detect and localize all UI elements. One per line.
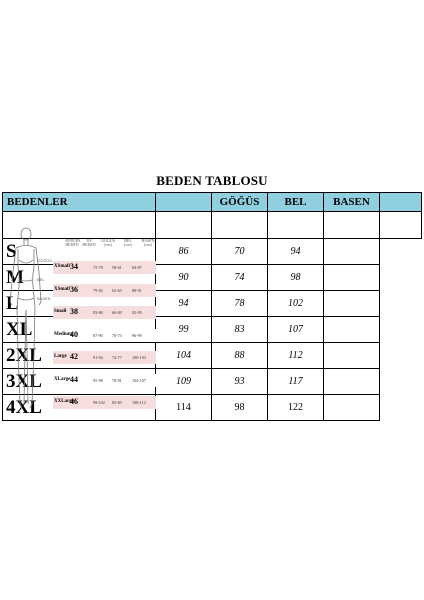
image-size-row [51, 305, 156, 320]
image-gogus: 95-98 [93, 377, 103, 383]
size-table [2, 192, 422, 421]
size-chart [2, 192, 421, 428]
image-size-label: XSmall [54, 286, 70, 292]
image-size-label: Small [54, 309, 67, 314]
gogus-value: 104 [156, 343, 212, 369]
image-basen: 108-112 [132, 400, 146, 405]
image-size-row [51, 283, 156, 298]
blank-cell [156, 212, 212, 239]
image-bel: 74-77 [112, 355, 122, 360]
image-size-number: 44 [70, 374, 78, 384]
blank-cell [268, 212, 324, 239]
size-label: S [3, 239, 156, 265]
bel-value: 74 [212, 265, 268, 291]
image-size-number: 36 [70, 284, 78, 294]
image-header: BASEN (cm) [141, 238, 155, 248]
basen-value: 112 [268, 343, 324, 369]
size-label: M [3, 265, 156, 291]
image-bel: 70-73 [112, 332, 122, 338]
image-size-row [51, 350, 156, 365]
blank-cell [380, 212, 422, 239]
bel-value: 93 [212, 369, 268, 395]
header-bel: BEL [268, 193, 324, 212]
image-header: US BEDEN [82, 238, 96, 248]
svg-text:BASEN: BASEN [37, 296, 51, 301]
bel-value: 88 [212, 343, 268, 369]
bel-value: 78 [212, 291, 268, 317]
image-bel: 62-65 [112, 287, 122, 293]
basen-value: 98 [268, 265, 324, 291]
header-blank [156, 193, 212, 212]
image-gogus: 75-78 [93, 265, 103, 270]
image-gogus: 79-82 [93, 287, 103, 293]
gogus-value: 90 [156, 265, 212, 291]
bel-value: 83 [212, 317, 268, 343]
extra-cell [324, 239, 380, 265]
image-size-number: 46 [70, 397, 78, 406]
image-size-number: 40 [70, 329, 78, 339]
bel-value: 70 [212, 239, 268, 265]
image-bel: 66-69 [112, 310, 122, 315]
page-title: BEDEN TABLOSU [156, 173, 268, 188]
image-basen: 88-91 [132, 287, 142, 293]
header-bedenler: BEDENLER [3, 193, 156, 212]
image-basen: 100-103 [132, 355, 146, 360]
basen-value: 122 [268, 395, 324, 421]
image-bel: 78-81 [112, 377, 122, 383]
image-size-label: XSmall [54, 264, 70, 269]
size-label: L [3, 291, 156, 317]
bel-value: 98 [212, 395, 268, 421]
image-size-row [51, 373, 156, 388]
image-size-label: XXLarge [54, 399, 74, 404]
basen-value: 94 [268, 239, 324, 265]
basen-value: 117 [268, 369, 324, 395]
image-size-row [51, 328, 156, 343]
image-bel: 82-85 [112, 400, 122, 405]
image-header: BEL (cm) [124, 238, 132, 248]
svg-text:GÖĞÜS: GÖĞÜS [37, 258, 52, 263]
image-bel: 58-61 [112, 265, 122, 270]
header-extra [380, 193, 422, 212]
blank-row [3, 212, 422, 239]
image-size-number: 34 [70, 262, 78, 271]
gogus-value: 114 [156, 395, 212, 421]
image-size-number: 38 [70, 307, 78, 316]
gogus-value: 109 [156, 369, 212, 395]
extra-cell [324, 395, 380, 421]
extra-cell [324, 317, 380, 343]
gogus-value: 99 [156, 317, 212, 343]
image-gogus: 83-86 [93, 310, 103, 315]
extra-cell [324, 291, 380, 317]
size-label: 2XL [3, 343, 156, 369]
image-basen: 84-87 [132, 265, 142, 270]
blank-cell [324, 212, 380, 239]
image-size-label: Medium [54, 331, 73, 337]
header-basen: BASEN [324, 193, 380, 212]
image-size-label: Large [54, 354, 67, 359]
blank-cell [212, 212, 268, 239]
image-gogus: 91-94 [93, 355, 103, 360]
image-size-row [51, 260, 156, 275]
image-size-row [51, 395, 156, 410]
image-header: AVRUPA BEDEN [65, 238, 81, 248]
header-gogus: GÖĞÜS [212, 193, 268, 212]
image-header: GÖĞÜS (cm) [101, 238, 115, 248]
image-size-number: 42 [70, 352, 78, 361]
svg-text:BEL: BEL [37, 277, 45, 282]
header-row [3, 193, 422, 212]
image-gogus: 99-102 [93, 400, 105, 405]
size-guide-picture [3, 212, 156, 426]
size-label: XL [3, 317, 156, 343]
image-gogus: 87-90 [93, 332, 103, 338]
basen-value: 107 [268, 317, 324, 343]
basen-value: 102 [268, 291, 324, 317]
image-basen: 96-99 [132, 332, 142, 338]
extra-cell [324, 265, 380, 291]
gogus-value: 94 [156, 291, 212, 317]
size-label: 4XL [3, 395, 156, 421]
image-basen: 92-95 [132, 310, 142, 315]
size-label: 3XL [3, 369, 156, 395]
image-size-label: XLarge [54, 376, 71, 382]
extra-cell [324, 369, 380, 395]
image-basen: 104-107 [132, 377, 146, 383]
image-column-headers [65, 239, 160, 257]
gogus-value: 86 [156, 239, 212, 265]
extra-cell [324, 343, 380, 369]
